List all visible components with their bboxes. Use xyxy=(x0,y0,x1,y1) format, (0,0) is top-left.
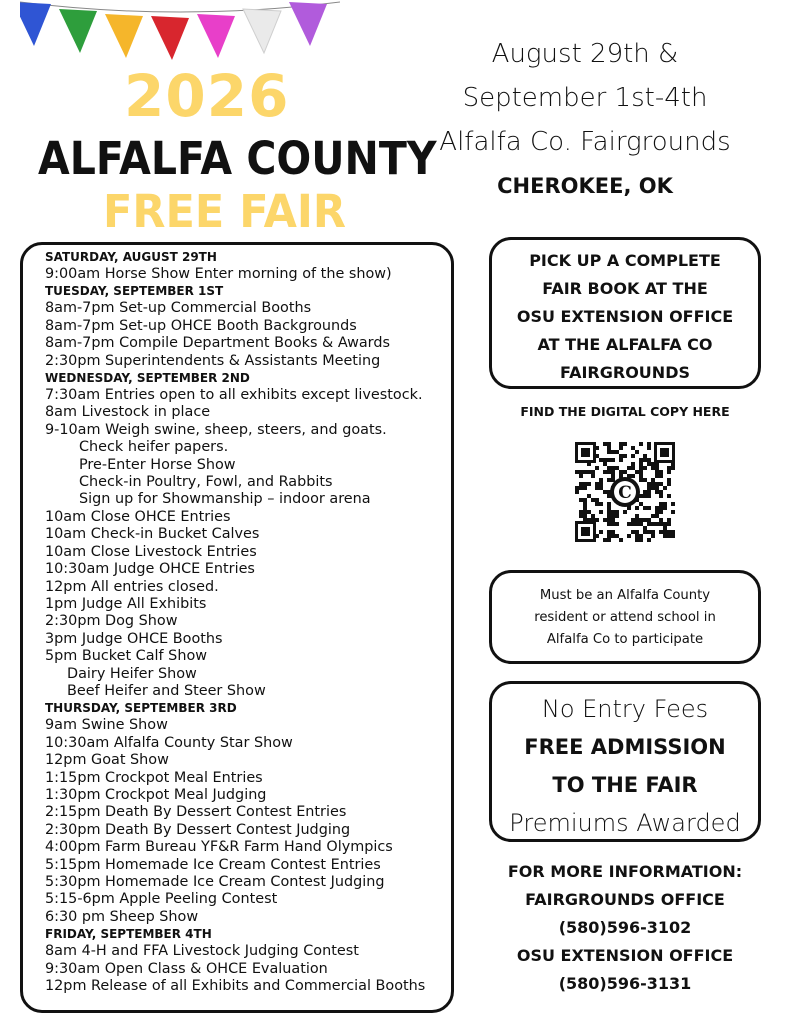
schedule-item: 2:15pm Death By Dessert Contest Entries xyxy=(45,804,347,821)
schedule-item: 10:30am Judge OHCE Entries xyxy=(45,561,255,578)
fair-dates xyxy=(400,32,770,164)
no-entry-fees: No Entry Fees xyxy=(541,695,709,723)
premiums-awarded: Premiums Awarded xyxy=(509,809,741,837)
contact-heading: FOR MORE INFORMATION: xyxy=(507,862,743,881)
county-title: ALFALFA COUNTY xyxy=(38,132,437,185)
to-the-fair: TO THE FAIR xyxy=(552,773,698,797)
schedule-item: Check-in Poultry, Fowl, and Rabbits xyxy=(79,474,333,491)
bunting-flag xyxy=(197,14,235,58)
schedule-item: Beef Heifer and Steer Show xyxy=(67,682,266,699)
schedule-item: 5:30pm Homemade Ice Cream Contest Judging xyxy=(45,874,385,890)
schedule-item: 10am Close OHCE Entries xyxy=(45,508,231,525)
resident-line: Must be an Alfalfa County xyxy=(539,588,711,603)
schedule-item: Pre-Enter Horse Show xyxy=(79,456,236,473)
schedule-item: 1pm Judge All Exhibits xyxy=(45,595,207,612)
pickup-line: AT THE ALFALFA CO xyxy=(537,335,713,354)
resident-line: Alfalfa Co to participate xyxy=(546,632,704,647)
free-fair-title: FREE FAIR xyxy=(103,186,347,239)
bunting-flag xyxy=(20,2,51,46)
bunting-flag xyxy=(151,16,189,60)
schedule-item: 2:30pm Death By Dessert Contest Judging xyxy=(45,821,351,838)
fair-year: 2026 xyxy=(124,62,290,130)
schedule-item: 1:15pm Crockpot Meal Entries xyxy=(45,769,263,786)
extension-phone[interactable]: (580)596-3131 xyxy=(558,974,692,993)
digital-copy-label: FIND THE DIGITAL COPY HERE xyxy=(520,404,730,419)
schedule-item: 9:30am Open Class & OHCE Evaluation xyxy=(45,960,328,977)
resident-line: resident or attend school in xyxy=(534,610,716,625)
schedule-item: Sign up for Showmanship – indoor arena xyxy=(79,491,371,508)
fees-box xyxy=(489,681,761,842)
schedule-item: 8am-7pm Compile Department Books & Awards xyxy=(45,335,390,352)
schedule-item: 3pm Judge OHCE Booths xyxy=(45,630,223,647)
pickup-line: OSU EXTENSION OFFICE xyxy=(516,307,734,326)
schedule-day-heading: FRIDAY, SEPTEMBER 4TH xyxy=(45,927,212,942)
schedule-item: 9am Swine Show xyxy=(45,717,168,734)
schedule-day-heading: TUESDAY, SEPTEMBER 1ST xyxy=(45,284,224,299)
schedule-item: 9-10am Weigh swine, sheep, steers, and goats. xyxy=(45,421,387,438)
contact-info xyxy=(489,858,761,998)
schedule-item: 6:30 pm Sheep Show xyxy=(45,908,199,925)
schedule-item: 2:30pm Superintendents & Assistants Meeting xyxy=(45,352,381,369)
schedule-day-heading: SATURDAY, AUGUST 29TH xyxy=(45,250,217,264)
fairgrounds-office: FAIRGROUNDS OFFICE xyxy=(525,890,725,909)
schedule-item: 9:00am Horse Show Enter morning of the show) xyxy=(45,266,392,282)
schedule-item: 5pm Bucket Calf Show xyxy=(45,648,208,665)
schedule-day-heading: WEDNESDAY, SEPTEMBER 2ND xyxy=(45,371,250,386)
schedule-item: Check heifer papers. xyxy=(79,439,229,456)
schedule-item: 2:30pm Dog Show xyxy=(45,613,178,630)
dates-line-1: August 29th & xyxy=(491,39,679,69)
schedule-day-heading: THURSDAY, SEPTEMBER 3RD xyxy=(45,701,237,716)
dates-line-2: September 1st-4th xyxy=(462,83,708,113)
schedule-item: 8am-7pm Set-up OHCE Booth Backgrounds xyxy=(45,317,357,334)
bunting-flag xyxy=(105,14,143,58)
schedule-item: 12pm All entries closed. xyxy=(45,578,219,595)
bunting-flag xyxy=(289,2,327,46)
schedule-item: 12pm Goat Show xyxy=(45,752,169,769)
pickup-line: FAIRGROUNDS xyxy=(560,363,690,382)
residency-box xyxy=(489,570,761,664)
fair-book-box xyxy=(489,237,761,389)
pickup-line: FAIR BOOK AT THE xyxy=(542,279,708,298)
schedule-item: 10am Check-in Bucket Calves xyxy=(45,526,260,543)
qr-code[interactable] xyxy=(575,442,675,542)
fairgrounds-phone[interactable]: (580)596-3102 xyxy=(558,918,692,937)
bunting-flags xyxy=(20,0,340,70)
venue: Alfalfa Co. Fairgrounds xyxy=(439,127,731,157)
schedule-item: 7:30am Entries open to all exhibits except livestock. xyxy=(45,387,423,404)
schedule-box xyxy=(20,242,454,1013)
free-admission: FREE ADMISSION xyxy=(524,735,726,759)
schedule-item: 8am 4-H and FFA Livestock Judging Contest xyxy=(45,943,359,960)
schedule-item: 5:15-6pm Apple Peeling Contest xyxy=(45,891,278,908)
pickup-line: PICK UP A COMPLETE xyxy=(529,251,721,270)
bunting-flag xyxy=(59,9,97,53)
schedule-item: 8am Livestock in place xyxy=(45,404,211,421)
schedule-item: 1:30pm Crockpot Meal Judging xyxy=(45,786,267,803)
schedule-item: 10am Close Livestock Entries xyxy=(45,543,257,560)
schedule-item: Dairy Heifer Show xyxy=(67,665,197,682)
extension-office: OSU EXTENSION OFFICE xyxy=(516,946,734,965)
schedule-item: 12pm Release of all Exhibits and Commercial Booths xyxy=(45,978,426,995)
bunting-flag xyxy=(243,9,281,53)
schedule-item: 5:15pm Homemade Ice Cream Contest Entries xyxy=(45,856,381,873)
schedule-item: 10:30am Alfalfa County Star Show xyxy=(45,734,293,751)
qr-logo-letter: C xyxy=(618,483,632,503)
schedule-item: 8am-7pm Set-up Commercial Booths xyxy=(45,300,312,317)
schedule-item: 4:00pm Farm Bureau YF&R Farm Hand Olympics xyxy=(45,839,393,856)
city: CHEROKEE, OK xyxy=(497,174,673,198)
